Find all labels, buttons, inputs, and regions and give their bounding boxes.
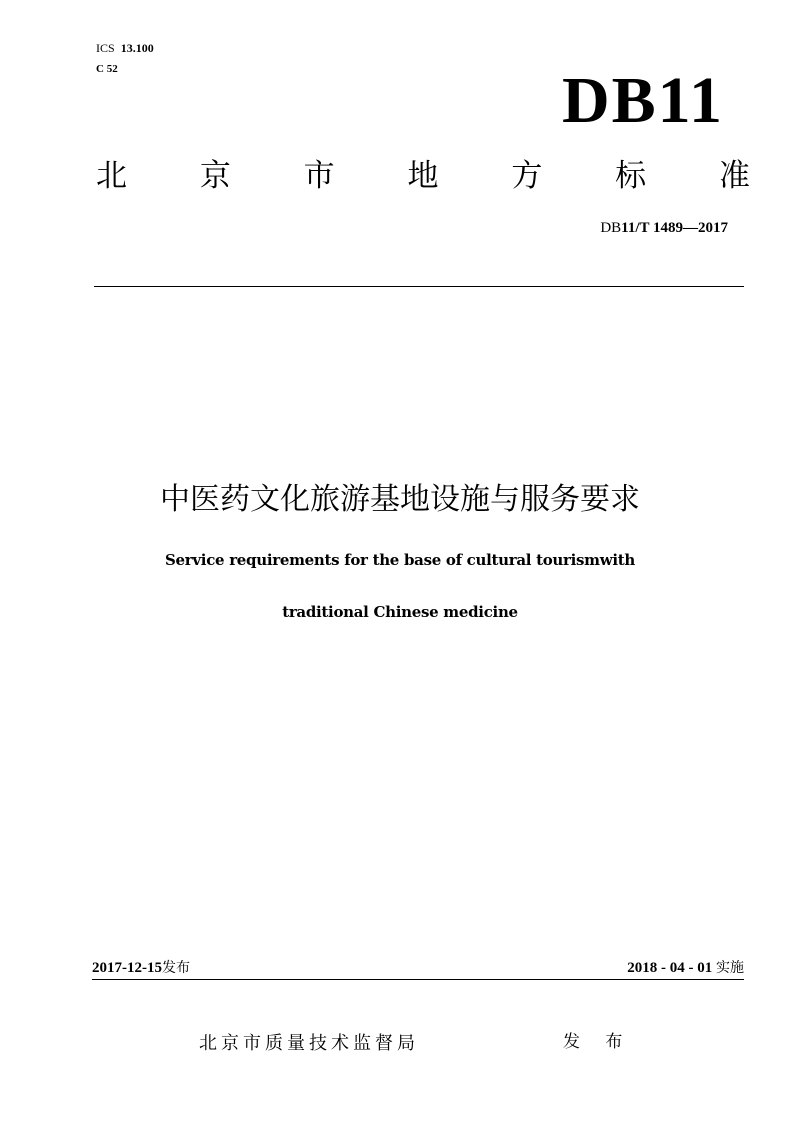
publish-label: 发 布 xyxy=(563,1032,633,1052)
document-title-chinese: 中医药文化旅游基地设施与服务要求 xyxy=(160,482,640,517)
issue-date: 2017-12-15 xyxy=(92,960,162,976)
implementation-date-block xyxy=(627,957,744,979)
document-title-english-line1: Service requirements for the base of cultural tourismwith xyxy=(165,551,635,569)
standard-number-prefix: DB xyxy=(600,220,622,236)
ics-label: ICS xyxy=(96,41,115,55)
standard-type-char: 北 xyxy=(96,158,127,194)
document-title-english-line2: traditional Chinese medicine xyxy=(282,603,518,621)
publisher-name: 北京市质量技术监督局 xyxy=(199,1033,419,1054)
ics-code: 13.100 xyxy=(120,41,154,55)
issue-date-block xyxy=(92,957,190,979)
standard-type-char: 准 xyxy=(718,158,750,194)
header-divider xyxy=(94,286,744,287)
ics-classification xyxy=(96,41,154,55)
standard-type-title xyxy=(96,156,750,196)
standard-type-char: 市 xyxy=(303,158,335,194)
standard-type-char: 方 xyxy=(511,158,543,194)
ccs-code: C 52 xyxy=(96,63,118,75)
standard-type-char: 地 xyxy=(407,158,439,194)
implementation-label: 实施 xyxy=(716,960,744,976)
issue-label: 发布 xyxy=(162,960,190,976)
standard-type-char: 标 xyxy=(615,158,647,194)
standard-number xyxy=(500,218,728,238)
standard-number-code: 11/T 1489—2017 xyxy=(621,220,728,236)
db-mark: DB11 xyxy=(561,64,724,137)
implementation-date: 2018 - 04 - 01 xyxy=(627,960,713,976)
standard-type-char: 京 xyxy=(199,158,231,194)
footer-divider xyxy=(92,979,744,980)
